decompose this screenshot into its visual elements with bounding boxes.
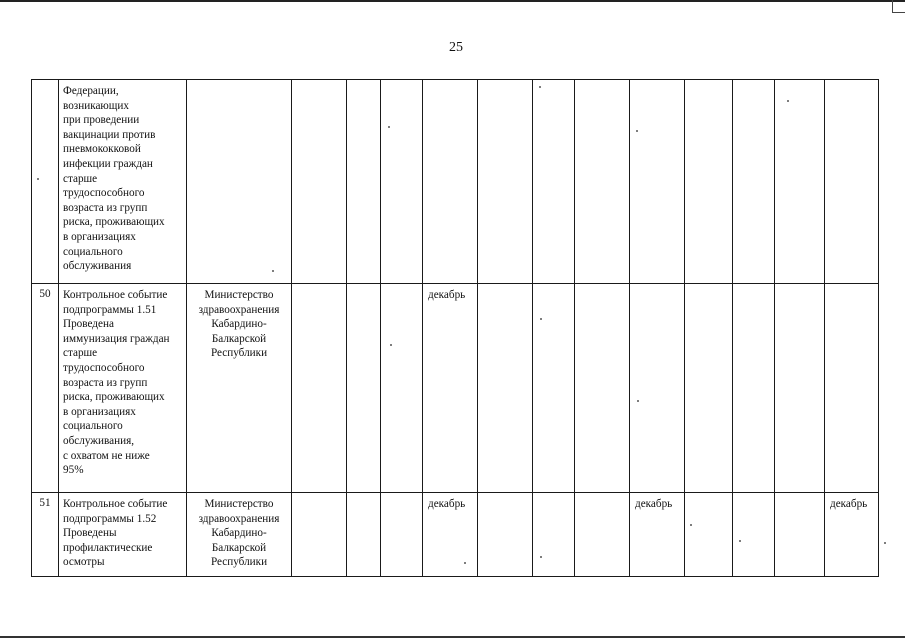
period-cell	[630, 284, 685, 493]
executor-text-line: здравоохранения	[198, 303, 280, 316]
scan-speck	[37, 178, 39, 180]
period-cell	[775, 493, 825, 577]
table-row	[32, 284, 879, 493]
period-cell	[381, 493, 423, 577]
scan-speck	[272, 270, 274, 272]
period-cell	[423, 80, 478, 284]
event-text-line: вакцинации против	[63, 128, 156, 141]
event-text-line: социального	[63, 420, 123, 433]
period-cell	[381, 80, 423, 284]
event-text-line: Контрольное событие	[63, 289, 168, 301]
event-text-line: пневмококковой	[63, 143, 141, 156]
period-cell	[630, 80, 685, 284]
event-text-line: инфекции граждан	[63, 157, 153, 170]
event-text-line: 95%	[63, 464, 84, 477]
executor-text-line: Балкарской	[211, 541, 267, 554]
event-text-line: иммунизация граждан	[63, 332, 170, 345]
event-description-cell	[59, 80, 187, 284]
period-cell	[533, 80, 575, 284]
event-text-line: Проведены	[63, 527, 117, 540]
period-cell	[775, 80, 825, 284]
period-cell	[381, 284, 423, 493]
period-cell	[292, 493, 347, 577]
period-cell: декабрь	[423, 493, 478, 577]
executor-text-line: Министерство	[204, 498, 274, 510]
period-cell	[685, 284, 733, 493]
event-text-line: подпрограммы 1.51	[63, 303, 157, 316]
event-text-line: старше	[63, 172, 98, 185]
bottom-border-line	[0, 636, 905, 638]
row-number-cell: 51	[32, 493, 59, 577]
event-text-line: трудоспособного	[63, 361, 145, 374]
event-description-cell	[59, 493, 187, 577]
period-cell	[575, 80, 630, 284]
period-cell	[478, 80, 533, 284]
event-text-line: возраста из групп	[63, 376, 148, 389]
table-row	[32, 80, 879, 284]
period-cell	[575, 284, 630, 493]
event-text-line: осмотры	[63, 556, 105, 569]
executor-text-line: здравоохранения	[198, 512, 280, 525]
executor-text-line: Кабардино-	[211, 527, 267, 540]
scan-speck	[690, 524, 692, 526]
event-text-line: в организациях	[63, 230, 136, 243]
period-cell	[775, 284, 825, 493]
scan-speck	[464, 562, 466, 564]
responsible-executor-cell	[187, 493, 292, 577]
period-cell	[685, 493, 733, 577]
event-text-line: с охватом не ниже	[63, 449, 150, 462]
event-text-line: риска, проживающих	[63, 391, 165, 404]
period-cell	[292, 284, 347, 493]
period-cell	[733, 284, 775, 493]
scan-speck	[540, 556, 542, 558]
schedule-table	[31, 79, 879, 577]
scan-speck	[739, 540, 741, 542]
executor-text-line: Республики	[210, 347, 268, 360]
period-cell	[347, 80, 381, 284]
period-cell: декабрь	[423, 284, 478, 493]
period-cell	[478, 493, 533, 577]
executor-text-line: Министерство	[204, 289, 274, 301]
period-cell	[478, 284, 533, 493]
scan-speck	[787, 100, 789, 102]
event-text-line: трудоспособного	[63, 187, 145, 200]
row-number-cell	[32, 80, 59, 284]
event-text-line: Проведена	[63, 318, 114, 331]
corner-mark	[892, 0, 905, 13]
scan-speck	[636, 130, 638, 132]
event-text-line: Федерации,	[63, 85, 119, 97]
executor-text-line: Балкарской	[211, 332, 267, 345]
scan-speck	[540, 318, 542, 320]
period-cell	[685, 80, 733, 284]
period-cell: декабрь	[825, 493, 879, 577]
period-cell	[733, 80, 775, 284]
scan-speck	[390, 344, 392, 346]
event-text-line: возраста из групп	[63, 201, 148, 214]
event-text-line: обслуживания,	[63, 434, 135, 447]
period-cell	[825, 80, 879, 284]
scan-speck	[539, 86, 541, 88]
period-cell	[347, 284, 381, 493]
responsible-executor-cell	[187, 80, 292, 284]
event-text-line: подпрограммы 1.52	[63, 512, 157, 525]
period-cell	[533, 493, 575, 577]
event-text-line: возникающих	[63, 99, 129, 112]
event-text-line: профилактические	[63, 541, 153, 554]
event-description-cell	[59, 284, 187, 493]
executor-text-line: Кабардино-	[211, 318, 267, 331]
executor-text-line: Республики	[210, 556, 268, 569]
event-text-line: при проведении	[63, 114, 140, 127]
scan-speck	[884, 542, 886, 544]
event-text-line: Контрольное событие	[63, 498, 168, 510]
event-text-line: социального	[63, 245, 123, 258]
table-row	[32, 493, 879, 577]
period-cell: декабрь	[630, 493, 685, 577]
responsible-executor-cell	[187, 284, 292, 493]
period-cell	[533, 284, 575, 493]
top-border-line	[0, 0, 905, 2]
event-text-line: риска, проживающих	[63, 216, 165, 229]
scan-speck	[637, 400, 639, 402]
period-cell	[825, 284, 879, 493]
event-text-line: обслуживания	[63, 260, 132, 273]
event-text-line: в организациях	[63, 405, 136, 418]
page-number: 25	[449, 40, 463, 55]
period-cell	[347, 493, 381, 577]
row-number-cell: 50	[32, 284, 59, 493]
scan-speck	[388, 126, 390, 128]
event-text-line: старше	[63, 347, 98, 360]
period-cell	[575, 493, 630, 577]
period-cell	[733, 493, 775, 577]
period-cell	[292, 80, 347, 284]
